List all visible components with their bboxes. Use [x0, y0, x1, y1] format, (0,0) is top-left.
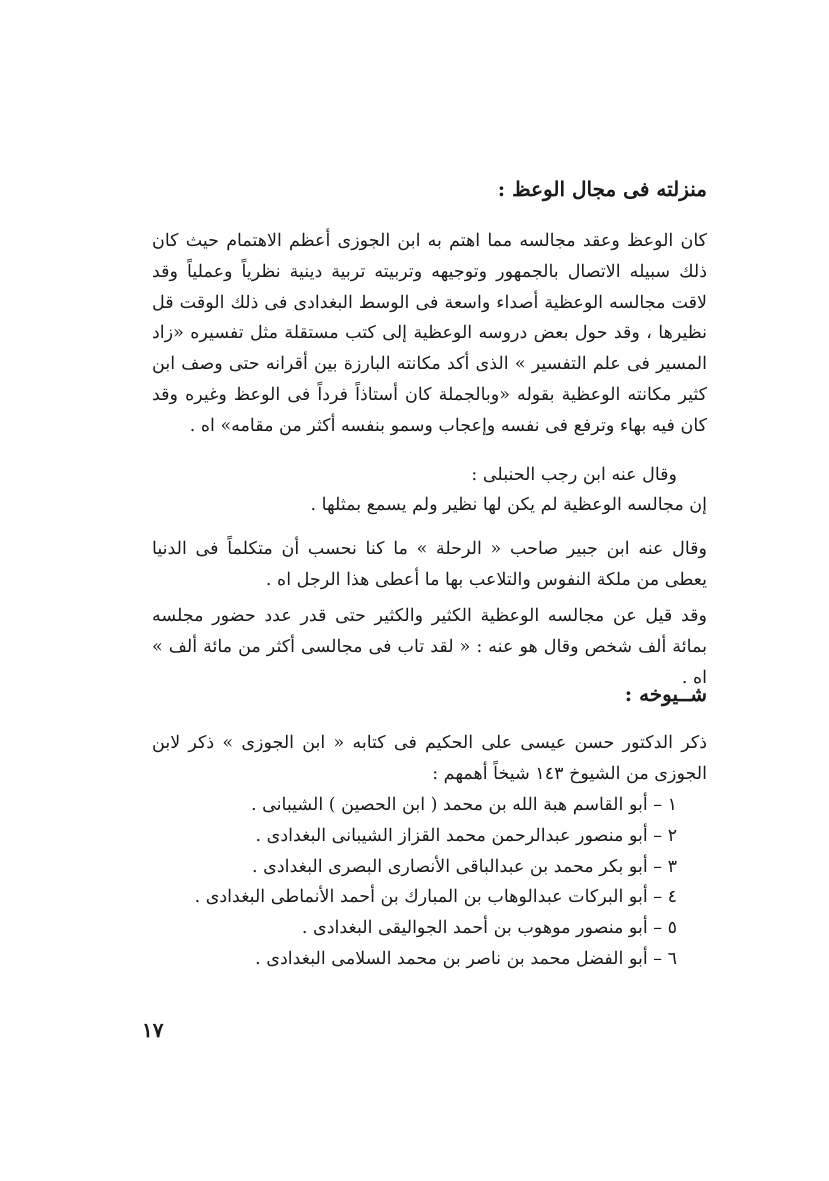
paragraph-teachers-intro: ذكر الدكتور حسن عيسى على الحكيم فى كتابه « ابن الجوزى » ذكر لابن الجوزى من الشيوخ ١٤٣ شيخاً أهمهم : [152, 733, 707, 784]
list-item: ٦ – أبو الفضل محمد بن ناصر بن محمد السلامى البغدادى . [255, 948, 677, 969]
list-item: ١ – أبو القاسم هبة الله بن محمد ( ابن الحصين ) الشيبانى . [250, 795, 677, 815]
page-number: ١٧ [142, 1018, 164, 1042]
paragraph-ibn-jubayr: وقال عنه ابن جبير صاحب « الرحلة » ما كنا نحسب أن متكلماً فى الدنيا يعطى من ملكة النفوس والتلاعب بها ما أعطى هذا الرجل اه . [152, 539, 707, 590]
list-item: ٤ – أبو البركات عبدالوهاب بن المبارك بن أحمد الأنماطى البغدادى . [194, 887, 677, 908]
quote-intro-ibn-rajab: وقال عنه ابن رجب الحنبلى : [471, 465, 677, 485]
paragraph-preaching: كان الوعظ وعقد مجالسه مما اهتم به ابن الجوزى أعظم الاهتمام حيث كان ذلك سبيله الاتصال بالجمهور وتوجيهه وتربيته تربية دينية نظرياً وعملياً وقد لاقت مجالسه الوعظية أصداء واسعة فى الوسط البغدادى فى ذلك الوقت قل نظيرها ، وقد حول بعض دروسه الوعظية إلى كتب مستقلة مثل تفسيره «زاد المسير فى علم التفسير » الذى أكد مكانته البارزة بين أقرانه حتى وصف ابن كثير مكانته الوعظية بقوله «وبالجملة كان أستاذاً فرداً فى الوعظ وغيره وقد كان فيه بهاء وترفع فى نفسه وإعجاب وسمو بنفسه أكثر من مقامه» اه . [152, 231, 707, 436]
quote-ibn-rajab: إن مجالسه الوعظية لم يكن لها نظير ولم يسمع بمثلها . [310, 495, 707, 515]
section-heading-preaching: منزلته فى مجال الوعظ : [497, 177, 707, 201]
list-item: ٥ – أبو منصور موهوب بن أحمد الجواليقى البغدادى . [301, 918, 677, 939]
paragraph-audience: وقد قيل عن مجالسه الوعظية الكثير والكثير حتى قدر عدد حضور مجلسه بمائة ألف شخص وقال هو عنه : « لقد تاب فى مجالسى أكثر من مائة ألف » اه . [152, 606, 707, 688]
section-heading-teachers: شــيوخه : [624, 682, 707, 706]
teachers-list [195, 790, 677, 975]
list-item: ٢ – أبو منصور عبدالرحمن محمد القزاز الشيبانى البغدادى . [255, 825, 677, 846]
list-item: ٣ – أبو بكر محمد بن عبدالباقى الأنصارى البصرى البغدادى . [252, 856, 677, 877]
